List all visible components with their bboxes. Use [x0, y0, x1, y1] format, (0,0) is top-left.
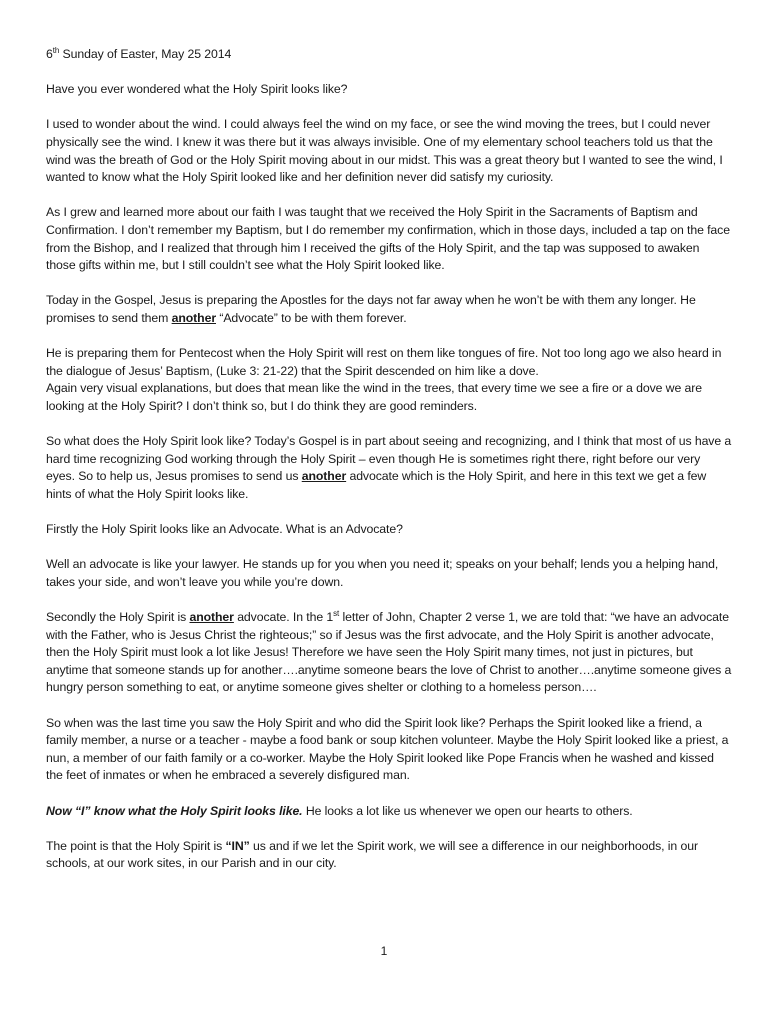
paragraph-1: Have you ever wondered what the Holy Spirit looks like? [46, 82, 348, 97]
paragraph-3: As I grew and learned more about our faith I was taught that we received the Holy Spirit in the Sacraments of Baptism and Confirmation. I don’t remember my Baptism, but I do remember my confirmation, which in those days, included a tap on the face from the Bishop, and I realized that through him I received the gifts of the Holy Spirit, and the tap was supposed to awaken those gifts within me, but I still couldn’t see what the Holy Spirit looked like. [46, 205, 730, 273]
page-number: 1 [380, 944, 388, 958]
paragraph-4: Today in the Gospel, Jesus is preparing the Apostles for the days not far away when he won’t be with them any longer. He promises to send them another “Advocate” to be with them forever. [46, 293, 696, 325]
paragraph-7: Firstly the Holy Spirit looks like an Advocate. What is an Advocate? [46, 522, 403, 537]
sermon-page [46, 46, 732, 891]
paragraph-12: The point is that the Holy Spirit is “IN” us and if we let the Spirit work, we will see a difference in our neighborhoods, in our schools, at our work sites, in our Parish and in our city. [46, 838, 698, 871]
emphasis-another: another [171, 310, 217, 325]
paragraph-2: I used to wonder about the wind. I could always feel the wind on my face, or see the wind moving the trees, but I could never physically see the wind. I knew it was there but it was always invisible. One of my elementary school teachers told us that the wind was the breath of God or the Holy Spirit moving about in our midst. This was a great theory but I wanted to see the wind, I wanted to know what the Holy Spirit looked like and her definition never did satisfy my curiosity. [46, 117, 723, 185]
paragraph-11: Now “I” know what the Holy Spirit looks like. He looks a lot like us whenever we open our hearts to others. [46, 803, 633, 818]
emphasis-another: another [301, 469, 347, 484]
paragraph-8: Well an advocate is like your lawyer. He stands up for you when you need it; speaks on your behalf; lends you a helping hand, takes your side, and won’t leave you while you’re down. [46, 557, 719, 589]
emphasis-now-i-know: Now “I” know what the Holy Spirit looks like. [46, 803, 303, 818]
emphasis-in: “IN” [225, 838, 250, 853]
emphasis-another: another [189, 610, 234, 624]
paragraph-9: Secondly the Holy Spirit is another advocate. In the 1st letter of John, Chapter 2 verse 1, we are told that: “we have an advocate with the Father, who is Jesus Christ the righteous;” so if Jesus was the first advocate, and the Holy Spirit is another advocate, then the Holy Spirit must look a lot like Jesus! Therefore we have seen the Holy Spirit many times, not just in pictures, but anytime that someone stands up for another….anytime someone bears the love of Christ to another….anytime someone gives a hungry person something to eat, or anytime someone gives shelter or clothing to a homeless person…. [46, 609, 732, 695]
page-title: 6th Sunday of Easter, May 25 2014 [46, 46, 232, 61]
paragraph-5: He is preparing them for Pentecost when the Holy Spirit will rest on them like tongues of fire. Not too long ago we also heard in the dialogue of Jesus’ Baptism, (Luke 3: 21-22) that the Spirit descended on him like a dove. Again very visual explanations, but does that mean like the wind in the trees, that every time we see a fire or a dove we are looking at the Holy Spirit? I don’t think so, but I do think they are good reminders. [46, 346, 722, 413]
paragraph-10: So when was the last time you saw the Holy Spirit and who did the Spirit look like? Perhaps the Spirit looked like a friend, a family member, a nurse or a teacher - maybe a food bank or soup kitchen volunteer. Maybe the Holy Spirit looked like a priest, a nun, a member of our faith family or a co-worker. Maybe the Holy Spirit looked like Pope Francis when he washed and kissed the feet of inmates or when he embraced a severely disfigured man. [46, 715, 729, 783]
paragraph-6: So what does the Holy Spirit look like? Today’s Gospel is in part about seeing and recognizing, and I think that most of us have a hard time recognizing God working through the Holy Spirit – even though He is sometimes right there, right before our very eyes. So to help us, Jesus promises to send us another advocate which is the Holy Spirit, and here in this text we get a few hints of what the Holy Spirit looks like. [46, 434, 732, 501]
